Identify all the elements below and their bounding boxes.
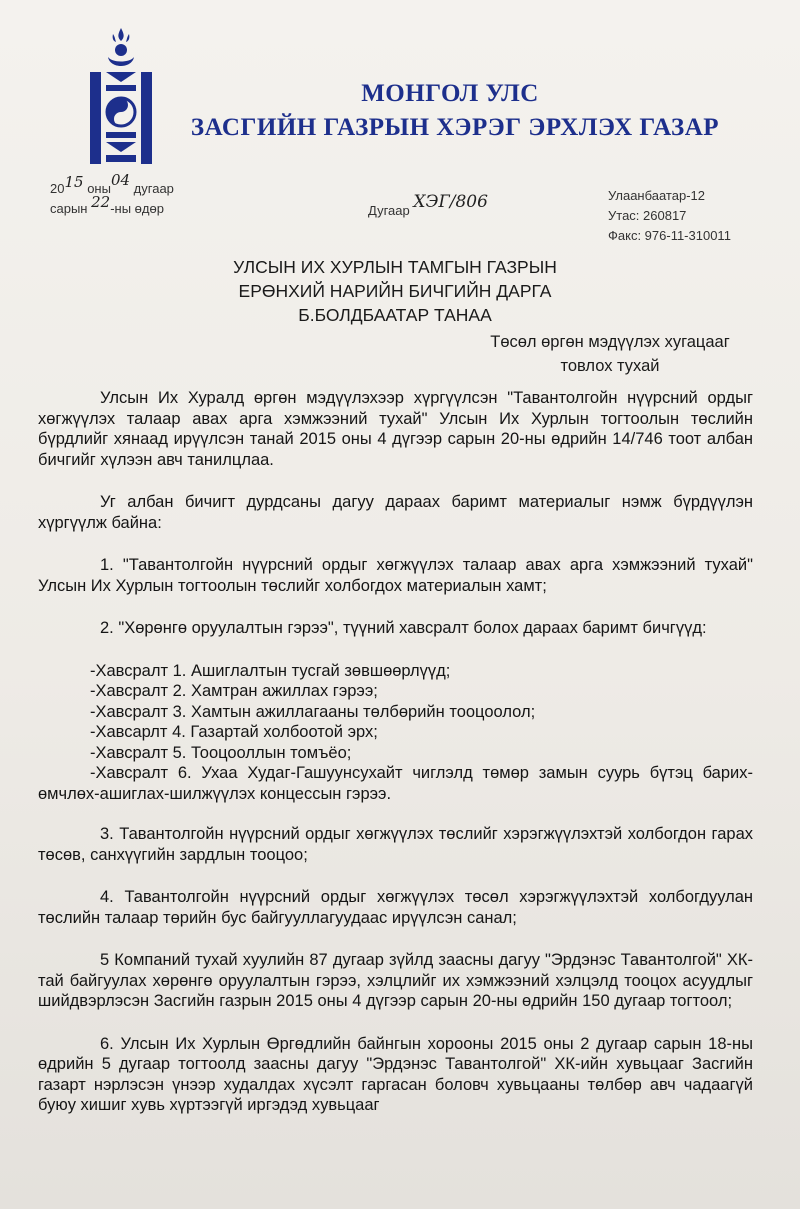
day-handwritten: 22 [91, 193, 111, 211]
body-paragraph-1: Улсын Их Хуралд өргөн мэдүүлэхээр хүргүүлсэн "Тавантолгойн нүүрсний ордыг хөгжүүлэх талаар авах арга хэмжээний тухай" Улсын Их Хурлын тогтоолын төслийн бүрдлийг хянаад ирүүлсэн танай 2015 оны 4 дүгээр сарын 20-ны өдрийн 14/746 тоот албан бичгийг хүлээн авч танилцлаа. [38, 389, 753, 469]
number-handwritten: ХЭГ/806 [413, 192, 488, 212]
recipient-line-3: Б.БОЛДБААТАР ТАНАА [298, 305, 492, 325]
day-label: -ны өдөр [110, 201, 164, 216]
organization-name: ЗАСГИЙН ГАЗРЫН ХЭРЭГ ЭРХЛЭХ ГАЗАР [190, 114, 720, 141]
date-line-1 [50, 171, 174, 197]
recipient-line-1: УЛСЫН ИХ ХУРЛЫН ТАМГЫН ГАЗРЫН [233, 257, 557, 277]
subject-line-2: товлох тухай [560, 357, 660, 375]
organization-country: МОНГОЛ УЛС [361, 80, 539, 107]
list-item-1: 1. "Тавантолгойн нүүрсний ордыг хөгжүүлэх талаар авах арга хэмжээний тухай" Улсын Их Хурлын тогтоолын төслийг холбогдох материалын хамт; [38, 556, 753, 595]
address-phone: Утас: 260817 [608, 208, 687, 223]
address-fax: Факс: 976-11-310011 [608, 228, 731, 243]
on-label: оны [87, 181, 111, 196]
address-city: Улаанбаатар-12 [608, 188, 705, 203]
attachment-4: -Хавсарлт 4. Газартай холбоотой эрх; [90, 723, 378, 741]
list-item-3: 3. Тавантолгойн нүүрсний ордыг хөгжүүлэх төслийг хэрэгжүүлэхтэй холбогдон гарах төсөв, санхүүгийн зардлын тооцоо; [38, 825, 753, 864]
subject-line-1: Төсөл өргөн мэдүүлэх хугацааг [490, 333, 730, 351]
attachment-3: -Хавсралт 3. Хамтын ажиллагааны төлбөрийн тооцоолол; [90, 702, 536, 721]
subject-block [470, 330, 750, 378]
contact-address [608, 186, 731, 246]
list-item-5: 5 Компаний тухай хуулийн 87 дугаар зүйлд заасны дагуу "Эрдэнэс Тавантолгой" ХК-тай байгуулах хөрөнгө оруулалтын гэрээ, хэлцлийг их хэмжээний хэлцэлд тооцох асуудлыг шийдвэрлэсэн Засгийн газрын 2015 оны 4 дүгээр сарын 20-ны өдрийн 150 дугаар тогтоол; [38, 951, 753, 1010]
year-handwritten: 15 [64, 173, 84, 191]
letter-body [38, 388, 753, 1138]
attachment-list [38, 661, 753, 805]
recipient-block [150, 255, 640, 327]
soyombo-emblem-icon [86, 26, 156, 166]
recipient-line-2: ЕРӨНХИЙ НАРИЙН БИЧГИЙН ДАРГА [238, 281, 552, 301]
year-prefix: 20 [50, 181, 65, 196]
list-item-6: 6. Улсын Их Хурлын Өргөдлийн байнгын хорооны 2015 оны 2 дугаар сарын 18-ны өдрийн 5 дугаар тогтоолд заасны дагуу "Эрдэнэс Тавантолгой" ХК-ийн хувьцааг Засгийн газарт нэрлэсэн үнээр худалдах хүсэлт гаргасан боловч хувьцааны төлбөр авч чадаагүй буюу хишиг хувь хүртээгүй иргэдэд хувьцааг [38, 1034, 753, 1114]
number-label: Дугаар [368, 203, 410, 218]
attachment-2: -Хавсралт 2. Хамтран ажиллах гэрээ; [90, 682, 378, 700]
body-paragraph-2: Уг албан бичигт дурдсаны дагуу дараах баримт материалыг нэмж бүрдүүлэн хүргүүлж байна: [38, 493, 753, 532]
month-handwritten: 04 [110, 171, 131, 189]
list-item-2: 2. "Хөрөнгө оруулалтын гэрээ", түүний хавсралт болох дараах баримт бичгүүд: [100, 619, 707, 637]
document-number [368, 192, 488, 219]
list-item-4: 4. Тавантолгойн нүүрсний ордыг хөгжүүлэх төсөл хэрэгжүүлэхтэй холбогдуулан төслийн талаар төрийн бус байгууллагуудаас ирүүлсэн санал; [38, 888, 753, 927]
attachment-1: -Хавсралт 1. Ашиглалтын тусгай зөвшөөрлүүд; [90, 661, 451, 680]
month-prefix: сарын [50, 201, 88, 216]
attachment-6: -Хавсралт 6. Ухаа Худаг-Гашуунсухайт чиглэлд төмөр замын суурь бүтэц барих-өмчлөх-ашиглах-шилжүүлэх концессын гэрээ. [38, 764, 753, 803]
month-label: дугаар [133, 181, 174, 196]
date-line-2 [50, 193, 164, 217]
attachment-5: -Хавсралт 5. Тооцооллын томъёо; [90, 743, 352, 762]
